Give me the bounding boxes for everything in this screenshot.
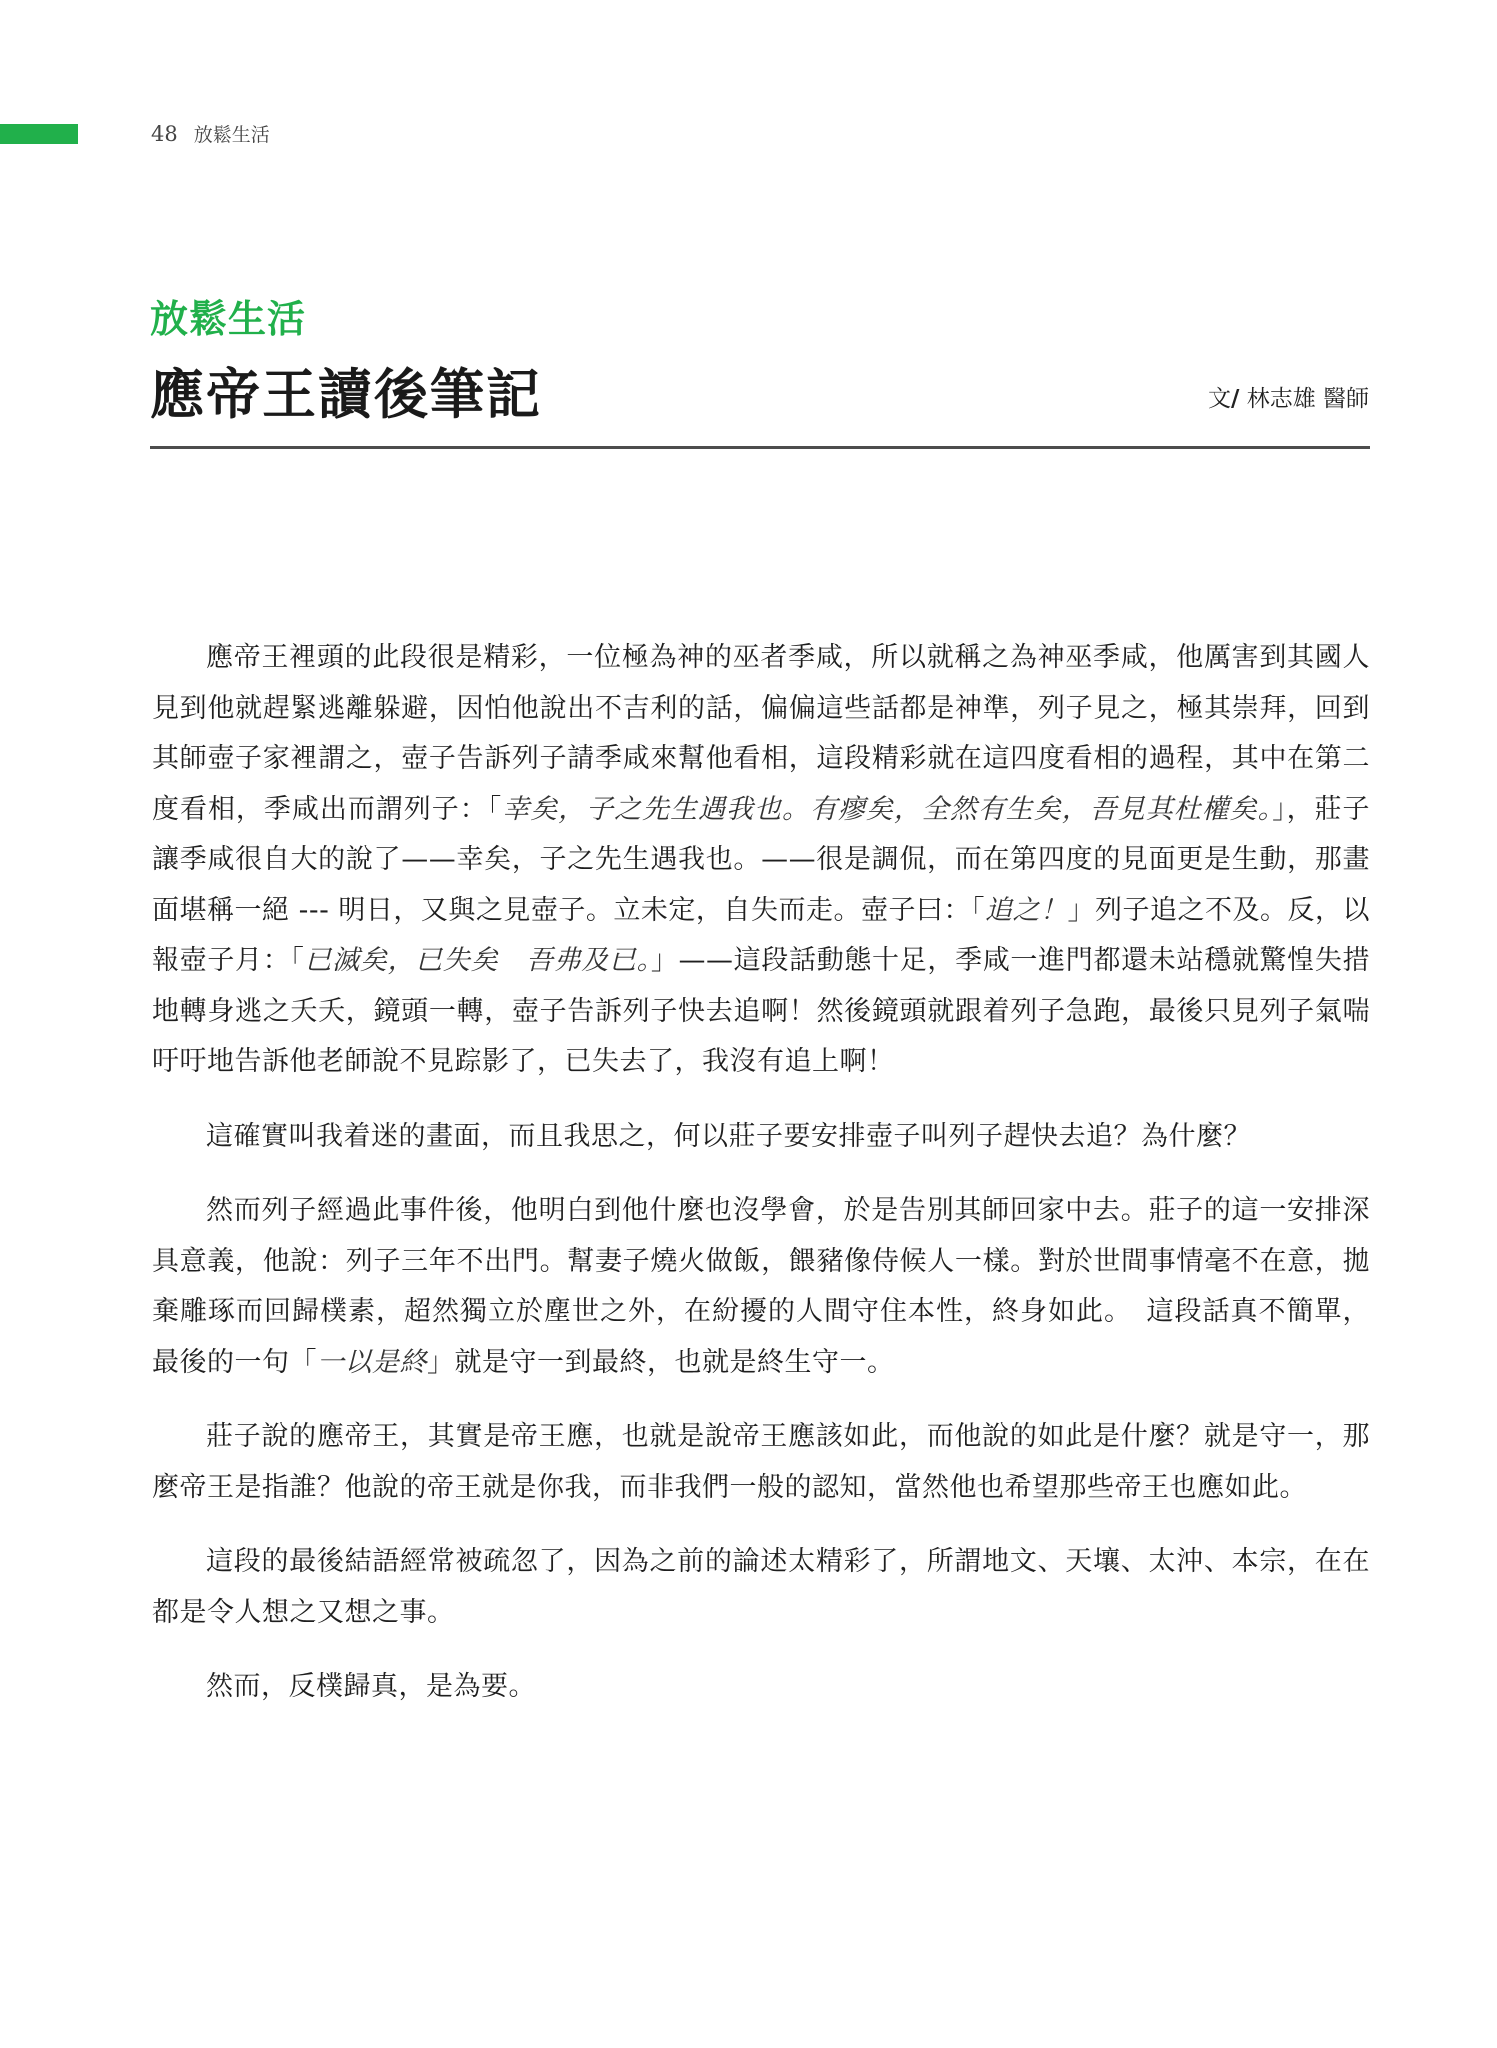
accent-bar xyxy=(0,124,78,144)
running-head-section: 放鬆生活 xyxy=(193,124,270,146)
paragraph-5 xyxy=(152,1537,1370,1638)
paragraph-6 xyxy=(152,1662,1370,1713)
byline-slash: / xyxy=(1230,386,1240,412)
running-head xyxy=(151,120,270,147)
paragraph-3 xyxy=(152,1186,1370,1388)
page-number: 48 xyxy=(151,122,178,146)
byline-prefix: 文 xyxy=(1207,386,1231,412)
quoted-text: 幸矣，子之先生遇我也。有瘳矣，全然有生矣，吾見其杜權矣。 xyxy=(502,793,1273,825)
article-title: 應帝王讀後筆記 xyxy=(150,363,542,426)
paragraph-2 xyxy=(152,1112,1370,1163)
paragraph-4 xyxy=(152,1412,1370,1513)
paragraph-text: 」——這段話動態十足，季咸一進門都還未站穩就驚惶失措地轉身逃之夭夭，鏡頭一轉，壺子告訴列子快去追啊！然後鏡頭就跟着列子急跑，最後只見列子氣喘吁吁地告訴他老師說不見踪影了，已失去了，我沒有追上啊！ xyxy=(152,945,1371,1077)
paragraph-text: 」列子追之不及。反，以報壺子月：「 xyxy=(152,894,1371,976)
section-kicker: 放鬆生活 xyxy=(150,297,307,341)
paragraph-text: 應帝王裡頭的此段很是精彩，一位極為神的巫者季咸，所以就稱之為神巫季咸，他厲害到其國人見到他就趕緊逃離躲避，因怕他說出不吉利的話，偏偏這些話都是神準，列子見之，極其崇拜，回到其師壺子家裡謂之，壺子告訴列子請季咸來幫他看相，這段精彩就在這四度看相的過程，其中在第二度看相，季咸出而謂列子：「 xyxy=(152,642,1370,825)
paragraph-text: 然而，反樸歸真，是為要。 xyxy=(206,1671,536,1702)
title-rule xyxy=(150,446,1370,449)
paragraph-text: 這段的最後結語經常被疏忽了，因為之前的論述太精彩了，所謂地文、天壤、太沖、本宗，在在都是令人想之又想之事。 xyxy=(152,1546,1370,1628)
paragraph-text: 這確實叫我着迷的畫面，而且我思之，何以莊子要安排壺子叫列子趕快去追？為什麼？ xyxy=(206,1120,1251,1152)
paragraph-text: 莊子說的應帝王，其實是帝王應，也就是說帝王應該如此，而他說的如此是什麼？就是守一，那麼帝王是指誰？他說的帝王就是你我，而非我們一般的認知，當然他也希望那些帝王也應如此。 xyxy=(152,1421,1370,1503)
paragraph-text: 」就是守一到最終，也就是終生守一。 xyxy=(427,1346,895,1378)
quoted-text: 一以是終 xyxy=(317,1346,427,1378)
quoted-text: 已滅矣，已失矣 吾弗及已。 xyxy=(304,945,651,976)
article-body xyxy=(152,633,1370,1737)
paragraph-text: 」，莊子讓季咸很自大的說了——幸矣，子之先生遇我也。——很是調侃，而在第四度的見面更是生動，那畫面堪稱一絕 --- 明日，又與之見壺子。立未定，自失而走。壺子曰：「 xyxy=(152,793,1371,926)
paragraph-text: 然而列子經過此事件後，他明白到他什麼也沒學會，於是告別其師回家中去。莊子的這一安排深具意義，他說：列子三年不出門。幫妻子燒火做飯，餵豬像侍候人一樣。對於世間事情毫不在意，拋棄雕琢而回歸樸素，超然獨立於塵世之外，在紛擾的人間守住本性，終身如此。 這段話真不簡單，最後的一句「 xyxy=(152,1195,1370,1378)
byline xyxy=(1208,380,1369,413)
paragraph-1 xyxy=(152,633,1370,1088)
byline-author: 林志雄 醫師 xyxy=(1246,386,1369,412)
quoted-text: 追之！ xyxy=(984,894,1068,926)
